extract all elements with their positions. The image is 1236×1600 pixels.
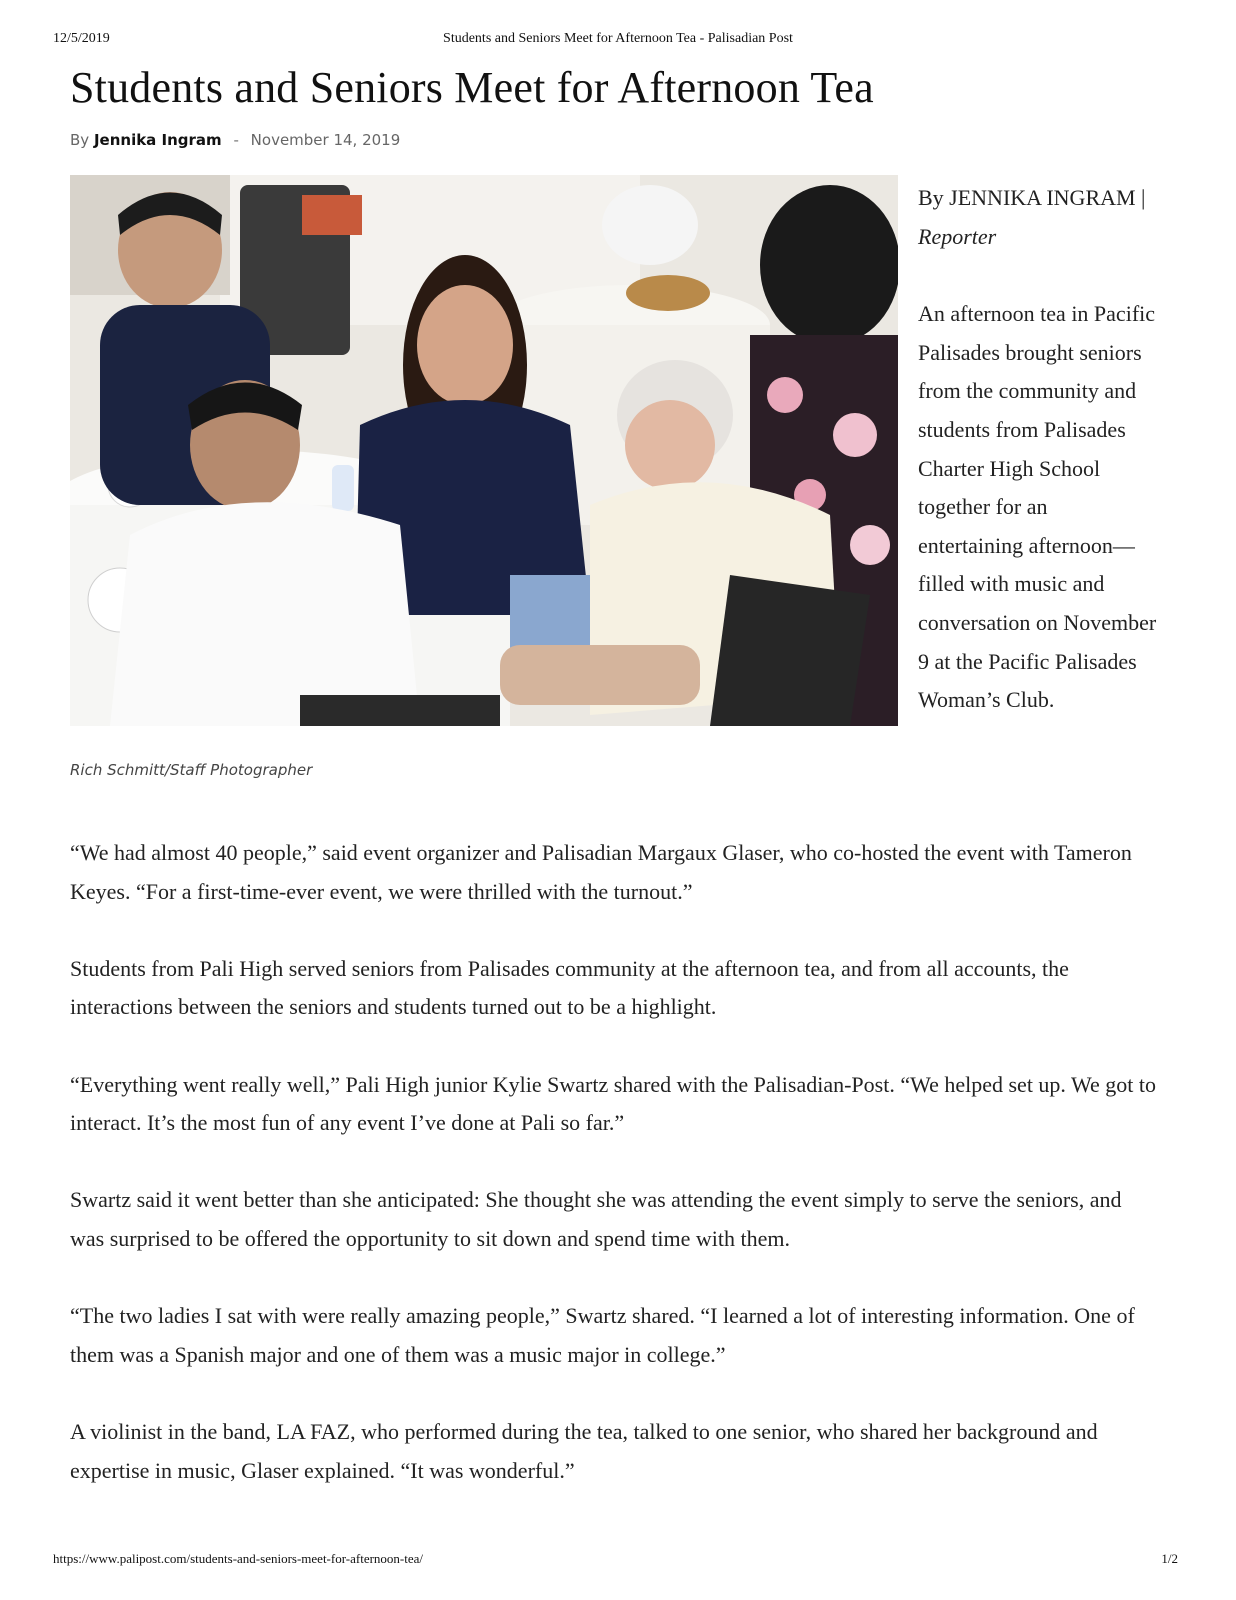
print-date: 12/5/2019	[53, 31, 110, 46]
print-page-number: 1/2	[1161, 1551, 1178, 1566]
article-body	[70, 834, 1160, 1529]
body-paragraph: Students from Pali High served seniors from Palisades community at the afternoon tea, and from all accounts, the interactions between the seniors and students turned out to be a highlight.	[70, 955, 1069, 1020]
sidebar-column	[918, 179, 1158, 720]
byline-separator: -	[233, 131, 239, 149]
print-page-title: Students and Seniors Meet for Afternoon Tea - Palisadian Post	[443, 31, 793, 46]
lede-paragraph: An afternoon tea in Pacific Palisades brought seniors from the community and students from Palisades Charter High School together for an entertaining afternoon—filled with music and conversation on November 9 at the Pacific Palisades Woman’s Club.	[918, 301, 1157, 713]
body-paragraph: A violinist in the band, LA FAZ, who performed during the tea, talked to one senior, who shared her background and expertise in music, Glaser explained. “It was wonderful.”	[70, 1418, 1098, 1483]
body-paragraph: Swartz said it went better than she anticipated: She thought she was attending the event simply to serve the seniors, and was surprised to be offered the opportunity to sit down and spend time with them.	[70, 1187, 1122, 1251]
reporter-credit-name: By JENNIKA INGRAM |	[918, 185, 1146, 210]
reporter-credit	[918, 179, 1158, 256]
article-headline: Students and Seniors Meet for Afternoon Tea	[70, 63, 874, 112]
reporter-role: Reporter	[918, 223, 997, 249]
print-url[interactable]: https://www.palipost.com/students-and-seniors-meet-for-afternoon-tea/	[53, 1551, 424, 1566]
photo-illustration	[70, 175, 898, 726]
article-photo	[70, 175, 898, 726]
photo-caption: Rich Schmitt/Staff Photographer	[70, 761, 313, 779]
body-paragraph: “The two ladies I sat with were really amazing people,” Swartz shared. “I learned a lot of interesting information. One of them was a Spanish major and one of them was a music major in college.”	[70, 1303, 1135, 1367]
body-paragraph: “Everything went really well,” Pali High junior Kylie Swartz shared with the Palisadian-Post. “We helped set up. We got to interact. It’s the most fun of any event I’ve done at Pali so far.”	[70, 1071, 1157, 1136]
byline-prefix: By	[70, 131, 90, 149]
publish-date: November 14, 2019	[250, 131, 401, 149]
author-link[interactable]: Jennika Ingram	[93, 131, 222, 149]
body-paragraph: “We had almost 40 people,” said event organizer and Palisadian Margaux Glaser, who co-hosted the event with Tameron Keyes. “For a first-time-ever event, we were thrilled with the turnout.”	[70, 840, 1132, 904]
byline	[70, 131, 400, 149]
